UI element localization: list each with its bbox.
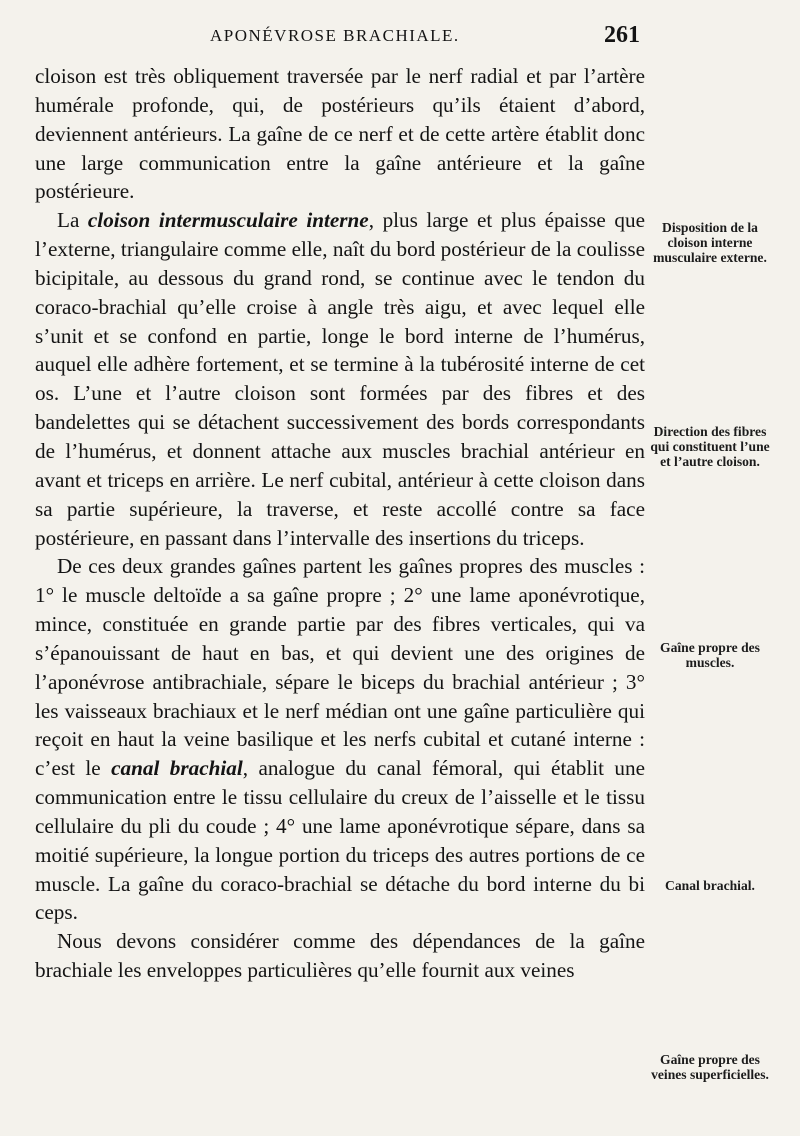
term-canal-brachial: canal brachial <box>111 756 243 781</box>
running-title: APONÉVROSE BRACHIALE. <box>210 26 460 45</box>
page-number: 261 <box>604 22 640 48</box>
page-header <box>210 22 640 52</box>
body-text <box>35 62 645 985</box>
margin-note-disposition: Disposition de la cloison interne musculaire externe. <box>653 220 767 265</box>
margin-note-gaine-veines: Gaîne propre des veines superficielles. <box>651 1052 769 1082</box>
term-cloison-intermusculaire: cloison intermusculaire interne <box>87 208 369 233</box>
paragraph-4: Nous devons considérer comme des dépendances de la gaîne brachiale les enveloppes particulières qu’elle fournit aux veines <box>35 929 645 983</box>
margin-note-canal-brachial: Canal brachial. <box>665 878 755 893</box>
margin-note-direction: Direction des fibres qui constituent l’une et l’autre cloison. <box>650 424 770 469</box>
paragraph-2: La cloison intermusculaire interne, plus large et plus épaisse que l’externe, triangulaire comme elle, naît du bord postérieur de la coulisse bicipitale, au dessous du grand rond, se continue avec le tendon du coraco-brachial qu’elle croise à angle très aigu, et avec lequel elle s’unit et se confond en partie, longe le bord interne de l’humérus, auquel elle adhère fortement, et se termine à la tubérosité interne de cet os. L’une et l’autre cloison sont formées par des fibres et des bandelettes qui se détachent successivement des bords correspondants de l’humérus, et donnent attache aux muscles brachial antérieur en avant et triceps en arrière. Le nerf cubital, antérieur à cette cloison dans sa partie supérieure, la traverse, et reste accollé contre sa face postérieure, en passant dans l’intervalle des insertions du triceps. <box>35 208 645 550</box>
paragraph-1: cloison est très obliquement traversée par le nerf radial et par l’artère humérale profonde, qui, de postérieurs qu’ils étaient d’abord, deviennent antérieurs. La gaîne de ce nerf et de cette artère établit donc une large communication entre la gaîne antérieure et la gaîne postérieure. <box>35 64 645 204</box>
margin-note-gaine-muscles: Gaîne propre des muscles. <box>660 640 760 670</box>
paragraph-3: De ces deux grandes gaînes partent les gaînes propres des muscles : 1° le muscle deltoïde a sa gaîne propre ; 2° une lame aponévrotique, mince, constituée en grande partie par des fibres verticales, qui va s’épanouissant de haut en bas, et qui devient une des origines de l’aponévrose antibrachiale, sépare le biceps du brachial antérieur ; 3° les vaisseaux brachiaux et le nerf médian ont une gaîne particulière qui reçoit en haut la veine basilique et les nerfs cubital et cutané interne : c’est le canal brachial, analogue du canal fémoral, qui établit une communication entre le tissu cellulaire du creux de l’aisselle et le tissu cellulaire du pli du coude ; 4° une lame aponévrotique sépare, dans sa moitié supérieure, la longue portion du triceps des autres portions de ce muscle. La gaîne du coraco-brachial se détache du bord interne du bi ceps. <box>35 554 645 925</box>
